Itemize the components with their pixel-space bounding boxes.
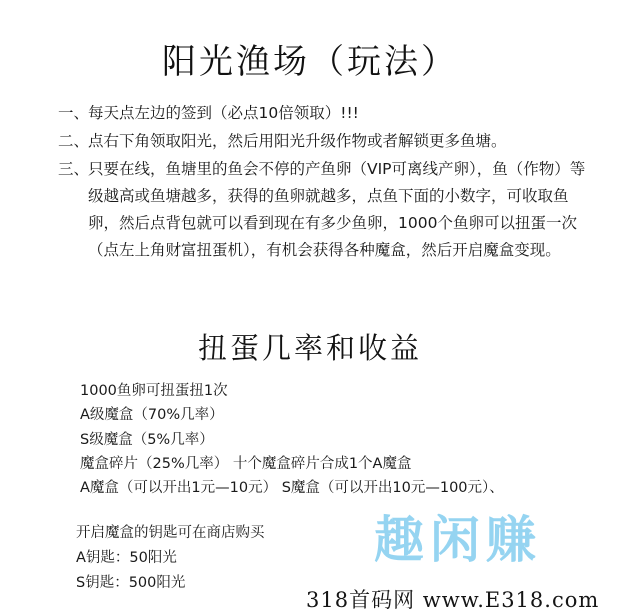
rule-item: [58, 156, 598, 264]
keys-line: S钥匙：500阳光: [76, 575, 186, 591]
odds-line: A魔盒（可以开出1元—10元） S魔盒（可以开出10元—100元）、: [80, 480, 504, 497]
rule-item: [58, 128, 598, 155]
brand-watermark: 趣闲赚: [374, 511, 542, 569]
site-watermark: 318首码网 www.E318.com: [306, 588, 600, 612]
page-title: 阳光渔场（玩法）: [162, 42, 458, 82]
odds-line: 1000鱼卵可扭蛋扭1次: [80, 383, 228, 399]
rule-item: [58, 100, 598, 127]
keys-line: 开启魔盒的钥匙可在商店购买: [76, 525, 265, 541]
rules-list: [58, 100, 598, 264]
odds-line: S级魔盒（5%几率）: [80, 431, 214, 448]
rule-text: 每天点左边的签到（必点10倍领取）!!!: [88, 104, 359, 122]
rule-text: 点右下角领取阳光，然后用阳光升级作物或者解锁更多鱼塘。: [88, 132, 507, 150]
keys-line: A钥匙：50阳光: [76, 550, 177, 566]
rule-number: 二、: [58, 132, 90, 150]
keys-list: [76, 521, 265, 596]
rule-number: 三、: [58, 160, 90, 178]
odds-line: 魔盒碎片（25%几率） 十个魔盒碎片合成1个A魔盒: [80, 455, 412, 472]
rule-number: 一、: [58, 104, 90, 122]
section-title-odds: 扭蛋几率和收益: [197, 331, 422, 365]
rule-text: 只要在线，鱼塘里的鱼会不停的产鱼卵（VIP可离线产卵），鱼（作物）等级越高或鱼塘越多，获得的鱼卵就越多，点鱼下面的小数字，可收取鱼卵，然后点背包就可以看到现在有多少鱼卵，1000个鱼卵可以扭蛋一次（点左上角财富扭蛋机），有机会获得各种魔盒，然后开启魔盒变现。: [88, 160, 586, 259]
odds-list: [80, 379, 504, 500]
odds-line: A级魔盒（70%几率）: [80, 407, 224, 424]
